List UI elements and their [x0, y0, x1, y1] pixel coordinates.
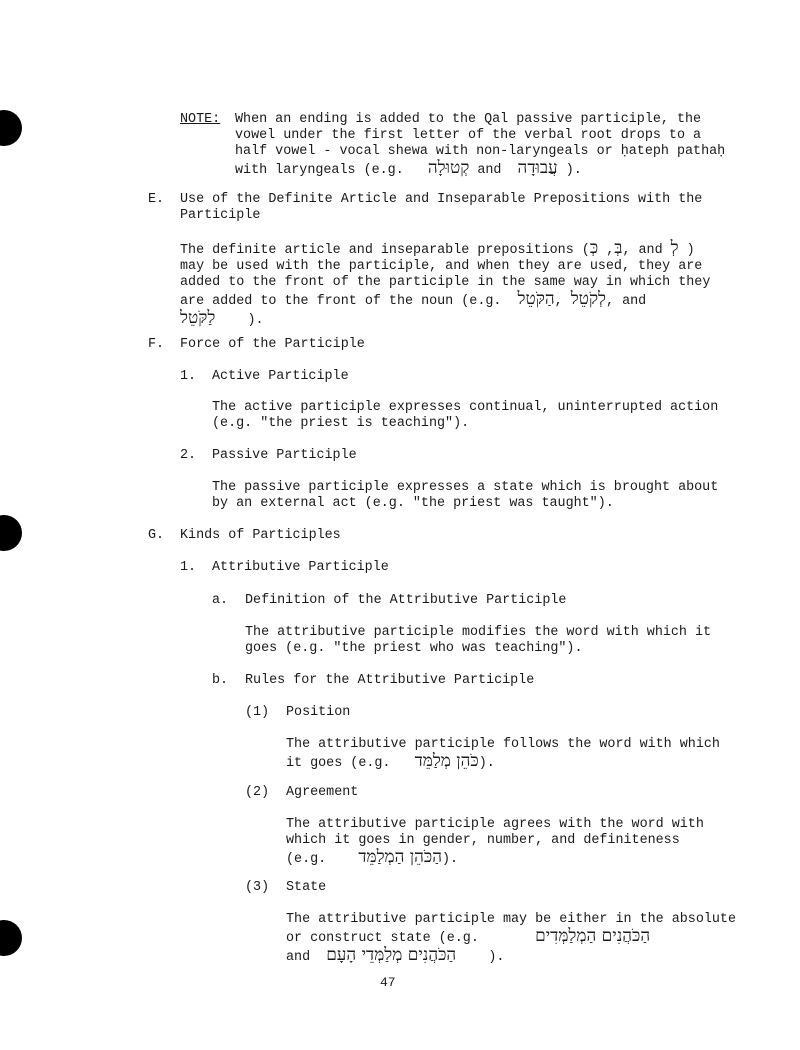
ga-title: Definition of the Attributive Participle	[245, 593, 567, 608]
section-e-paragraph: The definite article and inseparable prepositions ( בְּ, כְּ , and לְ ) may be used with the participle, and when they are used, they are added to the front of the participle in the same way in which they are added to the front of the noun (e.g. הַקֹּטֵל, לְקֹטֵל, and לַקֹּטֵל ).	[180, 238, 711, 328]
f1-number: 1.	[180, 369, 197, 384]
ga-body: The attributive participle modifies the word with which it goes (e.g. "the priest who was teaching").	[245, 625, 712, 656]
section-e-letter: E.	[148, 192, 165, 207]
f2-title: Passive Participle	[212, 448, 357, 463]
rule3-number: (3)	[245, 880, 270, 895]
section-g-title: Kinds of Participles	[180, 528, 341, 543]
g1-title: Attributive Participle	[212, 560, 389, 575]
section-f-letter: F.	[148, 337, 165, 352]
rule1-body: The attributive participle follows the word with which it goes (e.g. כֹּהֵן מְלַמֵּד).	[286, 737, 720, 771]
gb-letter: b.	[212, 673, 229, 688]
f1-body: The active participle expresses continual, uninterrupted action (e.g. "the priest is teaching").	[212, 400, 719, 431]
ga-letter: a.	[212, 593, 229, 608]
rule3-title: State	[286, 880, 327, 895]
punch-hole-middle	[0, 515, 22, 551]
note-example-line: with laryngeals (e.g. קְטוּלָה and עֲבוּדָה ).	[235, 158, 582, 178]
punch-hole-bottom	[0, 920, 22, 956]
punch-hole-top	[0, 110, 22, 146]
page-number: 47	[380, 975, 396, 990]
rule2-body: The attributive participle agrees with the word with which it goes in gender, number, and definiteness (e.g. הַכֹּהֵן הַמְלַמֵּד).	[286, 817, 704, 867]
rule1-number: (1)	[245, 705, 270, 720]
f1-title: Active Participle	[212, 369, 349, 384]
g1-number: 1.	[180, 560, 197, 575]
gb-title: Rules for the Attributive Participle	[245, 673, 535, 688]
note-label: NOTE:	[180, 112, 221, 127]
rule2-number: (2)	[245, 785, 270, 800]
f2-body: The passive participle expresses a state which is brought about by an external act (e.g. "the priest was taught").	[212, 480, 719, 511]
section-f-title: Force of the Participle	[180, 337, 365, 352]
rule2-title: Agreement	[286, 785, 359, 800]
rule3-body: The attributive participle may be either in the absolute or construct state (e.g. הַכֹּהֲנִים הַמְלַמְּדִים and הַכֹּהֲנִים מְלַמְּדֵי הָעָם ).	[286, 912, 736, 965]
rule1-title: Position	[286, 705, 351, 720]
section-g-letter: G.	[148, 528, 165, 543]
note-body: When an ending is added to the Qal passive participle, the vowel under the first letter of the verbal root drops to a half vowel - vocal shewa with non-laryngeals or ḥateph pathaḥ with laryngeals (e.g. קְטוּלָה and עֲבוּדָה ).	[235, 112, 755, 179]
section-e-title: Use of the Definite Article and Inseparable Prepositions with the Participle	[180, 192, 703, 223]
f2-number: 2.	[180, 448, 197, 463]
